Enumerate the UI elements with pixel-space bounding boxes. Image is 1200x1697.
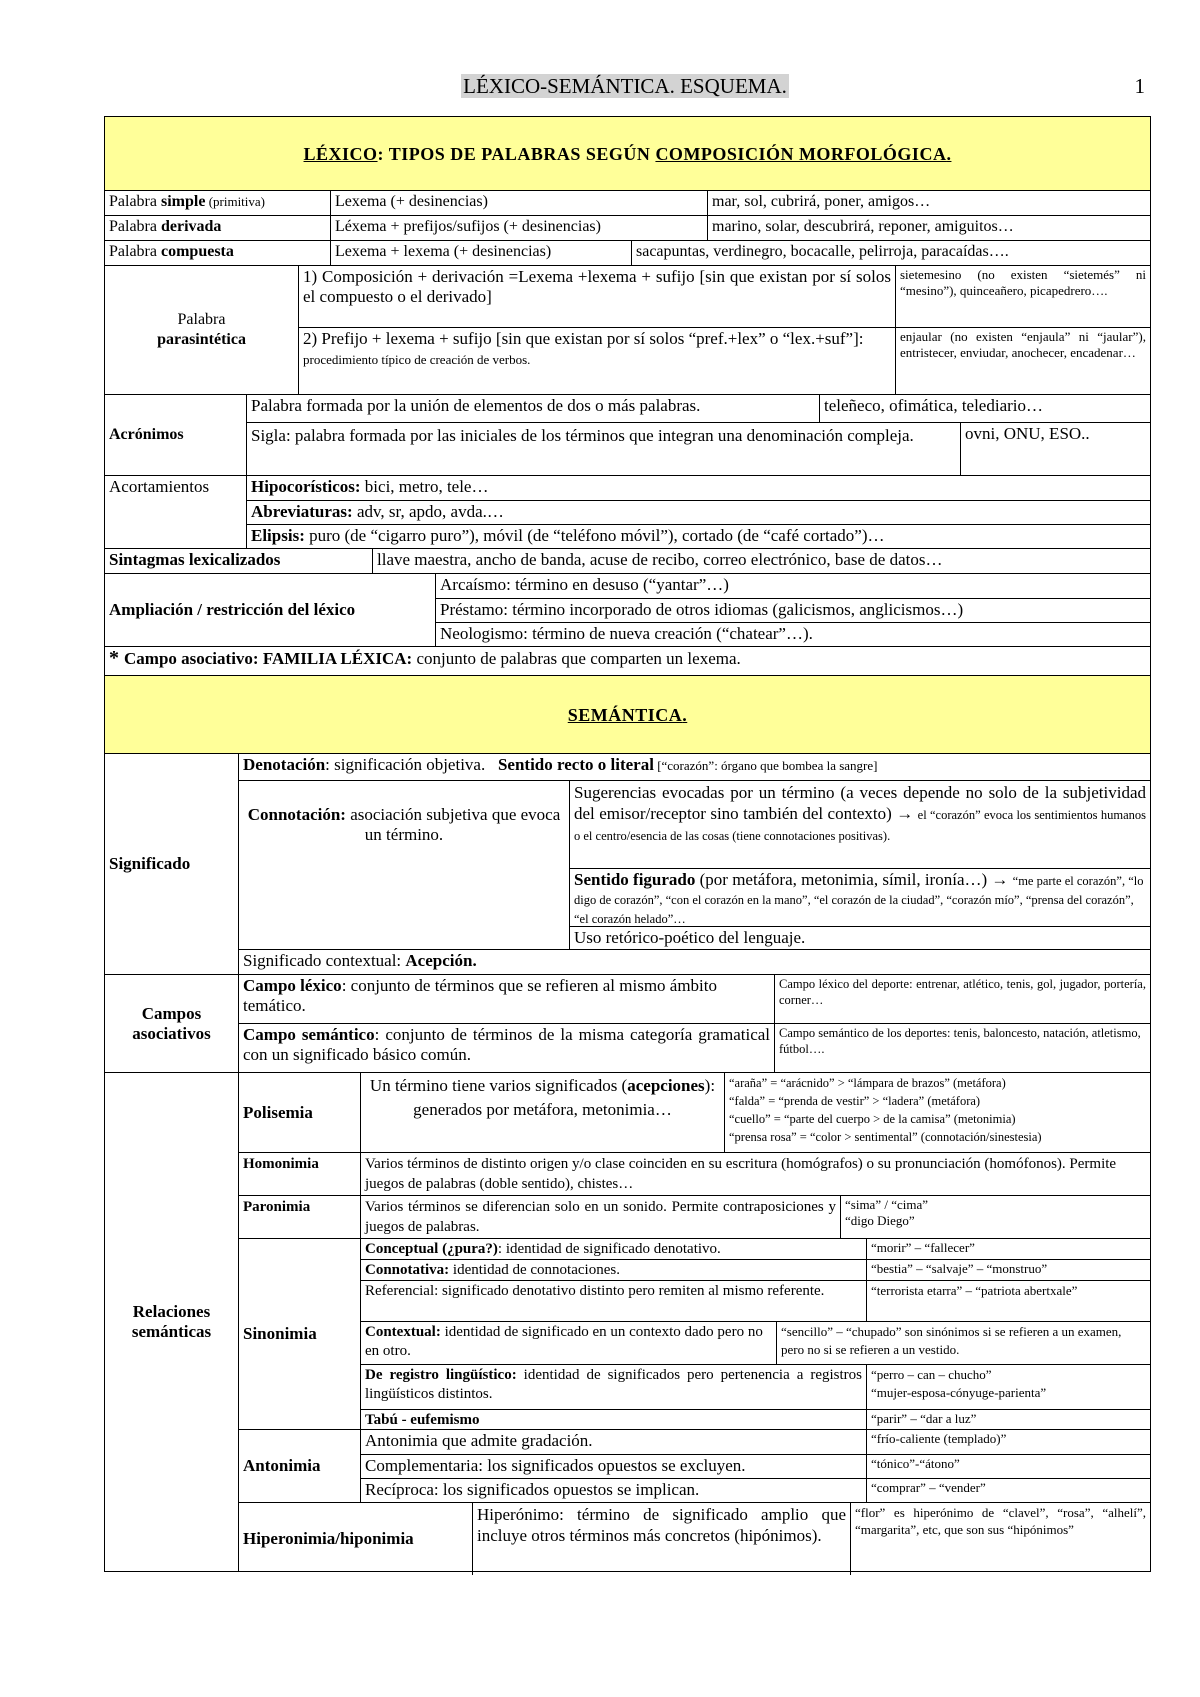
hiperonimia-row: Hiperonimia/hiponimia Hiperónimo: término de significado amplio que incluye otros términos más concretos (hipónimos). “flor” es hiperónimo de “clavel”, “rosa”, “alhelí”, “margarita”, etc, que son sus “hipónimos”: [239, 1502, 1150, 1575]
row-palabra-parasintetica: Palabra parasintética 1) Composición + derivación =Lexema +lexema + sufijo [sin que existan por sí solos el compuesto o el derivado] sietemesino (no existen “sietemés” ni “mesino”), quinceañero, picapedrero…. 2) Prefijo + lexema + sufijo [sin que existan por sí solos “pref.+lex” o “lex.+suf”]: procedimiento típico de creación de verbos. enjaular (no existen “enjaula” ni “jaular”), entristecer, enviudar, anochecer, encadenar…: [105, 265, 1150, 394]
row-acronimos: Acrónimos Palabra formada por la unión de elementos de dos o más palabras. teleñeco, ofimática, telediario… Sigla: palabra formada por las iniciales de los términos que integran una denominación compleja. ovni, ONU, ESO..: [105, 394, 1150, 475]
polisemia-row: Polisemia Un término tiene varios significados (acepciones): generados por metáfora, metonimia… “araña” = “arácnido” > “lámpara de brazos” (metáfora) “falda” = “prenda de vestir” > “ladera” (metáfora) “cuello” = “parte del cuerpo > de la camisa” (metonimia) “prensa rosa” = “color > sentimental” (connotación/sinestesia): [239, 1073, 1150, 1152]
antonimia-row: Antonimia Antonimia que admite gradación. “frío-caliente (templado)” Complementaria: los significados opuestos se excluyen. “tónico”-“átono” Recíproca: los significados opuestos se implican. “comprar” – “vender”: [239, 1429, 1150, 1502]
row-palabra-derivada: Palabra derivada Léxema + prefijos/sufijos (+ desinencias) marino, solar, descubrirá, reponer, amiguitos…: [105, 215, 1150, 240]
row-palabra-compuesta: Palabra compuesta Lexema + lexema (+ desinencias) sacapuntas, verdinegro, bocacalle, pelirroja, paracaídas….: [105, 240, 1150, 265]
paronimia-row: Paronimia Varios términos se diferencian solo en un sonido. Permite contraposiciones y juegos de palabras. “sima” / “cima” “digo Diego”: [239, 1195, 1150, 1238]
page-number: 1: [1134, 74, 1145, 98]
row-significado: Significado Denotación: significación objetiva. Sentido recto o literal [“corazón”: órgano que bombea la sangre] Connotación: asociación subjetiva que evoca un término. Sugerencias evocadas por un término (a veces depende no solo de la subjetividad del emisor/receptor sino también del contexto) → el “corazón” evoca los sentimientos humanos o el centro/esencia de las cosas (tiene connotaciones positivas). Sentido figurado (por metáfora, metonimia, símil, ironía…) → “me parte el corazón”, “lo digo de corazón”, “con el corazón en la mano”, “el corazón de la ciudad”, “corazón mío”, “prensa del corazón”, “el corazón helado”… Uso retórico-poético del lenguaje. Significado contextual: Acepción.: [105, 753, 1150, 974]
row-campos-asociativos: Campos asociativos Campo léxico: conjunto de términos que se refieren al mismo ámbito temático. Campo léxico del deporte: entrenar, atlético, tenis, gol, jugador, portería, corner… Campo semántico: conjunto de términos de la misma categoría gramatical con un significado básico común. Campo semántico de los deportes: tenis, baloncesto, natación, atletismo, fútbol….: [105, 974, 1150, 1072]
lexico-section-header: LÉXICO: TIPOS DE PALABRAS SEGÚN COMPOSICIÓN MORFOLÓGICA.: [105, 117, 1150, 190]
row-sintagmas-lexicalizados: Sintagmas lexicalizados llave maestra, ancho de banda, acuse de recibo, correo electrónico, base de datos…: [105, 548, 1150, 573]
semantica-section-header: SEMÁNTICA.: [105, 676, 1150, 753]
document-title: LÉXICO-SEMÁNTICA. ESQUEMA.: [463, 74, 787, 98]
row-ampliacion-restriccion: Ampliación / restricción del léxico Arcaísmo: término en desuso (“yantar”…) Préstamo: término incorporado de otros idiomas (galicismos, anglicismos…) Neologismo: término de nueva creación (“chatear”…).: [105, 573, 1150, 646]
row-palabra-simple: Palabra simple (primitiva) Lexema (+ desinencias) mar, sol, cubrirá, poner, amigos…: [105, 190, 1150, 215]
homonimia-row: Homonimia Varios términos de distinto origen y/o clase coinciden en su escritura (homógrafos) o su pronunciación (homófonos). Permite juegos de palabras (doble sentido), chistes…: [239, 1152, 1150, 1195]
page-header: [105, 74, 1145, 104]
row-campo-asociativo: * Campo asociativo: FAMILIA LÉXICA: conjunto de palabras que comparten un lexema.: [105, 646, 1150, 675]
scheme-table: [104, 116, 1151, 1572]
row-acortamientos: Acortamientos Hipocorísticos: bici, metro, tele… Abreviaturas: adv, sr, apdo, avda.… Elipsis: puro (de “cigarro puro”), móvil (de “teléfono móvil”), cortado (de “café cortado”)…: [105, 475, 1150, 548]
sinonimia-row: Sinonimia Conceptual (¿pura?): identidad de significado denotativo. “morir” – “fallecer” Connotativa: identidad de connotaciones. “bestia” – “salvaje” – “monstruo” Referencial: significado denotativo distinto pero remiten al mismo referente. “terrorista etarra” – “patriota abertxale” Contextual: identidad de significado en un contexto dado pero no en otro. “sencillo” – “chupado” son sinónimos si se refieren a un examen, pero no si se refieren a un vestido. De registro lingüístico: identidad de significados pero pertenencia a registros lingüísticos distintos. “perro – can – chucho” “mujer-esposa-cónyuge-parienta” Tabú - eufemismo “parir” – “dar a luz”: [239, 1238, 1150, 1429]
row-relaciones-semanticas: Relaciones semánticas Polisemia Un término tiene varios significados (acepciones): generados por metáfora, metonimia… “araña” = “arácnido” > “lámpara de brazos” (metáfora) “falda” = “prenda de vestir” > “ladera” (metáfora) “cuello” = “parte del cuerpo > de la camisa” (metonimia) “prensa rosa” = “color > sentimental” (connotación/sinestesia) Homonimia Varios términos de distinto origen y/o clase coinciden en su escritura (homógrafos) o su pronunciación (homófonos). Permite juegos de palabras (doble sentido), chistes… Paronimia Varios términos se diferencian solo en un sonido. Permite contraposiciones y juegos de palabras. “sima” / “cima” “digo Diego” Sinonimia Conceptual (¿pura?): identidad de significado denotativo. “morir” – “fallecer” Connotativa: identidad de connotaciones. “bestia” – “salvaje” – “monstruo” Referencial: significado denotativo distinto pero remiten al mismo referente. “terrorista etarra” – “patriota abertxale” Contextual: identidad de significado en un contexto dado pero no en otro. “sencillo” – “chupado” son sinónimos si se refieren a un examen, pero no si se refieren a un vestido. De registro lingüístico: identidad de significados pero pertenencia a registros lingüísticos distintos. “perro – can – chucho” “mujer-esposa-cónyuge-parienta” Tabú - eufemismo “parir” – “dar a luz” Antonimia Antonimia que admite gradación. “frío-caliente (templado)” Complementaria: los significados opuestos se excluyen. “tónico”-“átono” Recíproca: los significados opuestos se implican. “comprar” – “vender” Hiperonimia/hiponimia Hiperónimo: término de significado amplio que incluye otros términos más concretos (hipónimos). “flor” es hiperónimo de “clavel”, “rosa”, “alhelí”, “margarita”, etc, que son sus “hipónimos”: [105, 1072, 1150, 1571]
